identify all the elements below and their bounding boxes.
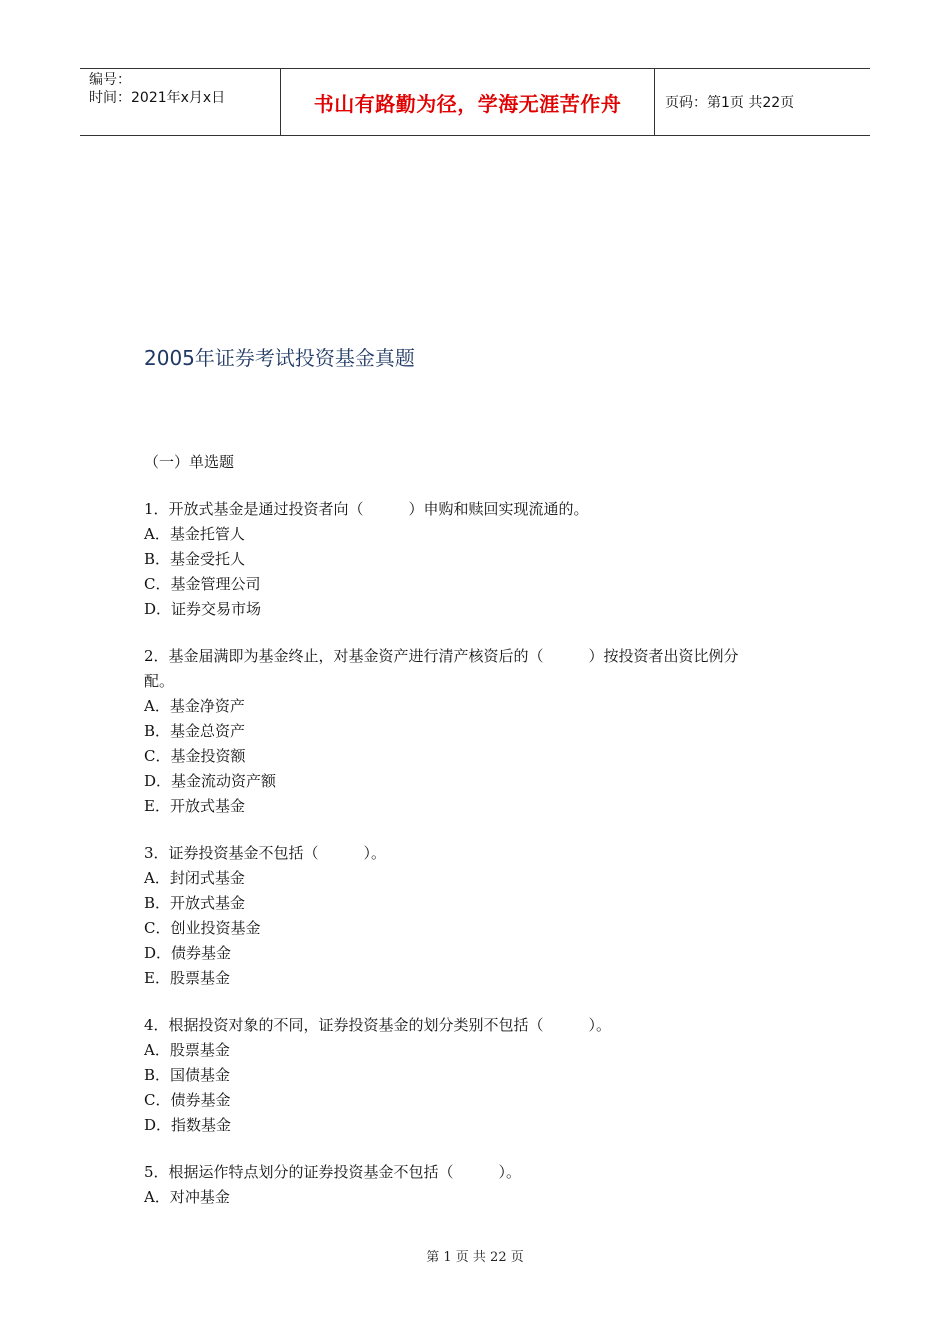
option-c: C．基金投资额	[144, 747, 246, 765]
option-b: B．基金总资产	[144, 722, 246, 740]
exam-content	[144, 450, 824, 1232]
question-text: 1．开放式基金是通过投资者向（ ）申购和赎回实现流通的。	[144, 500, 589, 518]
question-4	[144, 1013, 824, 1138]
option-d: D．指数基金	[144, 1116, 232, 1134]
option-a: A．封闭式基金	[144, 869, 245, 887]
header-motto-cell	[281, 69, 655, 135]
option-c: C．债券基金	[144, 1091, 231, 1109]
option-b: B．国债基金	[144, 1066, 231, 1084]
motto-text: 书山有路勤为径，学海无涯苦作舟	[313, 91, 622, 116]
question-5	[144, 1160, 824, 1210]
option-a: A．对冲基金	[144, 1188, 230, 1206]
serial-number-label: 编号：	[89, 72, 131, 88]
option-b: B．基金受托人	[144, 550, 246, 568]
header-meta	[80, 69, 281, 135]
option-a: A．基金净资产	[144, 697, 245, 715]
date-label: 时间：2021年x月x日	[89, 90, 226, 106]
document-title: 2005年证券考试投资基金真题	[144, 346, 415, 370]
question-3	[144, 841, 824, 991]
option-d: D．基金流动资产额	[144, 772, 277, 790]
option-a: A．基金托管人	[144, 525, 245, 543]
question-text: 4．根据投资对象的不同，证券投资基金的划分类别不包括（ ）。	[144, 1016, 612, 1034]
header-page-info-cell	[655, 69, 870, 135]
page-footer: 第 1 页 共 22 页	[426, 1250, 524, 1265]
option-c: C．创业投资基金	[144, 919, 261, 937]
option-d: D．证券交易市场	[144, 600, 262, 618]
section-heading: （一）单选题	[144, 453, 235, 471]
question-2	[144, 644, 824, 819]
option-e: E．开放式基金	[144, 797, 245, 815]
option-d: D．债券基金	[144, 944, 232, 962]
page-info: 页码：第1页 共22页	[665, 95, 795, 111]
question-text-continued: 配。	[144, 672, 175, 690]
option-a: A．股票基金	[144, 1041, 230, 1059]
option-c: C．基金管理公司	[144, 575, 261, 593]
page-header	[80, 68, 870, 136]
question-1	[144, 497, 824, 622]
question-text: 5．根据运作特点划分的证券投资基金不包括（ ）。	[144, 1163, 522, 1181]
option-e: E．股票基金	[144, 969, 230, 987]
question-text: 2．基金届满即为基金终止，对基金资产进行清产核资后的（ ）按投资者出资比例分	[144, 647, 739, 665]
option-b: B．开放式基金	[144, 894, 246, 912]
question-text: 3．证券投资基金不包括（ ）。	[144, 844, 387, 862]
